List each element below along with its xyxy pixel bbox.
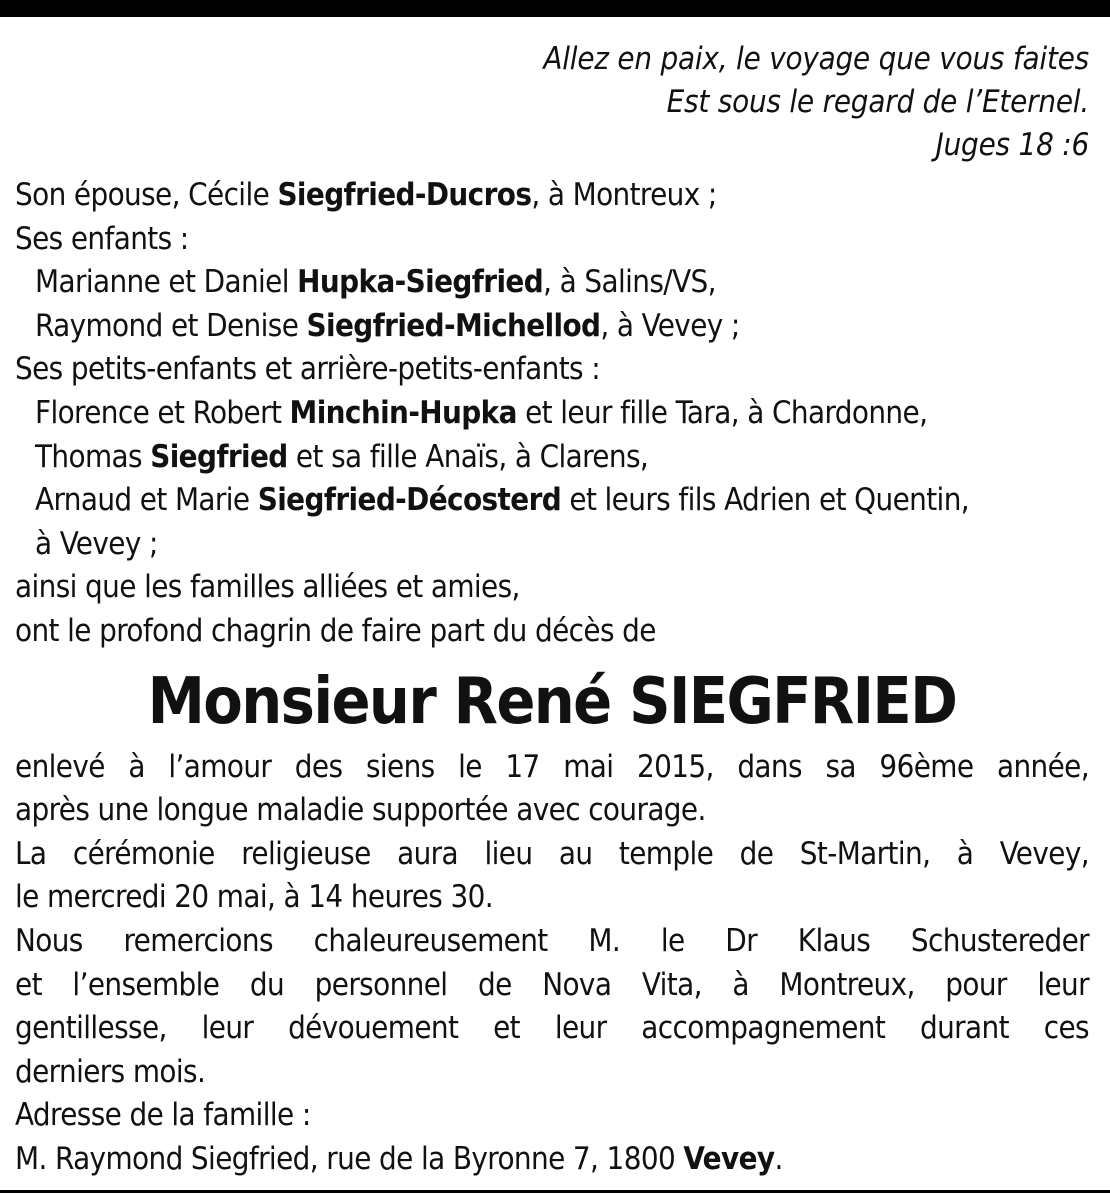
- verse-line-2: Est sous le regard de l’Eternel.: [666, 84, 1089, 120]
- body-line: Nous remercions chaleureusement M. le Dr Klaus Schustereder: [15, 922, 1089, 959]
- family-address: M. Raymond Siegfried, rue de la Byronne 7, 1800 Vevey.: [15, 1140, 783, 1177]
- top-border: [0, 0, 1110, 17]
- body-line: derniers mois.: [15, 1053, 206, 1090]
- body-line: La cérémonie religieuse aura lieu au temple de St-Martin, à Vevey,: [15, 835, 1089, 872]
- child-1-name: Hupka-Siegfried: [297, 264, 544, 301]
- deceased-name: Monsieur René SIEGFRIED: [147, 664, 957, 739]
- verse-line-1: Allez en paix, le voyage que vous faites: [543, 41, 1089, 77]
- child-2-name: Siegfried-Michellod: [306, 307, 601, 344]
- body-line: enlevé à l’amour des siens le 17 mai 2015, dans sa 96ème année,: [15, 748, 1089, 785]
- notice-body: [15, 746, 1089, 1182]
- body-line: après une longue maladie supportée avec courage.: [15, 792, 706, 829]
- child-line-2: Raymond et Denise Siegfried-Michellod, à Vevey ;: [35, 307, 740, 344]
- grandchildren-label: Ses petits-enfants et arrière-petits-enfants :: [15, 351, 601, 388]
- spouse-line: Son épouse, Cécile Siegfried-Ducros, à Montreux ;: [15, 177, 717, 213]
- bottom-border: [0, 1190, 1110, 1193]
- body-line: et l’ensemble du personnel de Nova Vita, à Montreux, pour leur: [15, 966, 1089, 1003]
- child-line-1: Marianne et Daniel Hupka-Siegfried, à Salins/VS,: [35, 264, 716, 301]
- body-line: gentillesse, leur dévouement et leur accompagnement durant ces: [15, 1010, 1089, 1047]
- body-line: le mercredi 20 mai, à 14 heures 30.: [15, 879, 493, 916]
- grandchild-line-3-cont: à Vevey ;: [35, 525, 158, 562]
- address-label: Adresse de la famille :: [15, 1097, 311, 1134]
- bible-verse: [15, 38, 1089, 167]
- announcement: ont le profond chagrin de faire part du décès de: [15, 612, 656, 649]
- children-label: Ses enfants :: [15, 220, 189, 257]
- grandchild-3-name: Siegfried-Décosterd: [257, 482, 562, 519]
- family-list: [15, 174, 1089, 654]
- verse-reference: Juges 18 :6: [935, 127, 1089, 163]
- grandchild-2-name: Siegfried: [150, 438, 288, 475]
- spouse-name: Siegfried-Ducros: [277, 177, 532, 213]
- grandchild-line-3: Arnaud et Marie Siegfried-Décosterd et leurs fils Adrien et Quentin,: [35, 482, 970, 519]
- grandchild-line-1: Florence et Robert Minchin-Hupka et leur fille Tara, à Chardonne,: [35, 394, 928, 431]
- obituary-notice: [15, 38, 1089, 1181]
- grandchild-1-name: Minchin-Hupka: [289, 394, 517, 431]
- allied-families: ainsi que les familles alliées et amies,: [15, 569, 520, 606]
- address-city: Vevey: [683, 1140, 775, 1177]
- grandchild-line-2: Thomas Siegfried et sa fille Anaïs, à Clarens,: [35, 438, 649, 475]
